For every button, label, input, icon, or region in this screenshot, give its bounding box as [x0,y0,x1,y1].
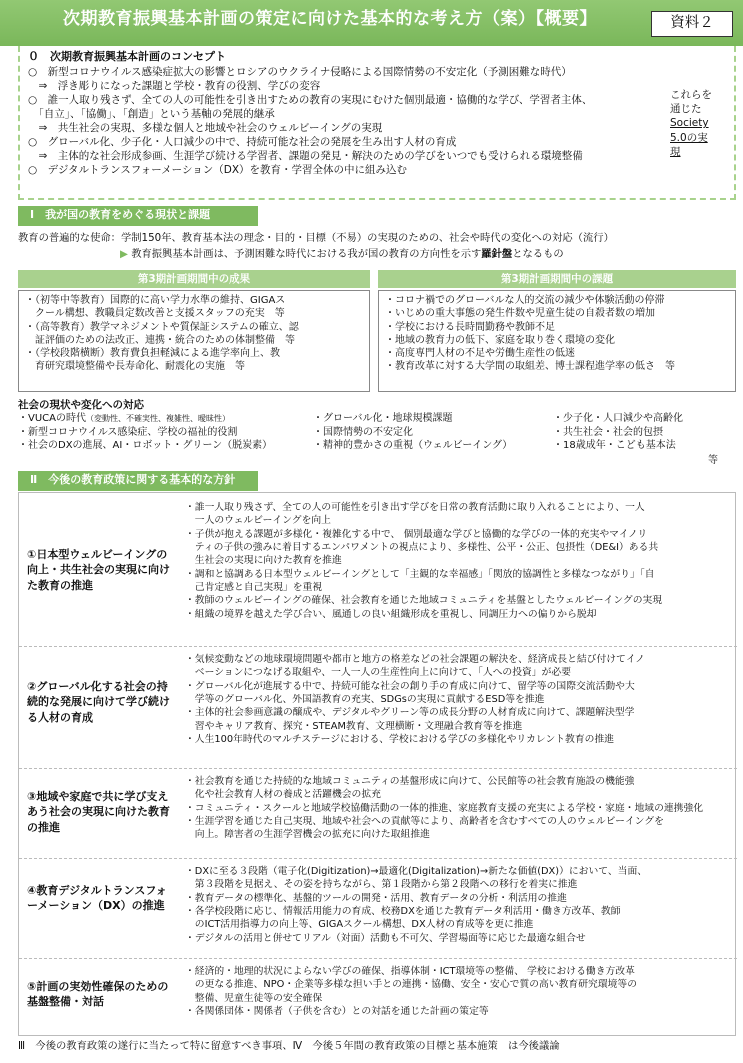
compass-prefix: 教育振興基本計画は、予測困難な時代における我が国の教育の方向性を示す [131,248,482,260]
policy-line: 一人のウェルビーイングを向上 [185,515,331,527]
policy-line: ティの子供の強みに着目するエンパワメントの視点により、多様性、公平・公正、包摂性（DE&I）ある共 [185,541,659,553]
concept-line: ○ グローバル化、少子化・人口減少の中で、持続可能な社会の発展を生み出す人材の育成 [28,136,457,149]
society-heading: 社会の現状や変化への対応 [18,399,144,411]
policy-line: 習やキャリア教育、探究・STEAM教育、文理横断・文理融合教育等を推進 [185,720,523,732]
policy-line: ・人生100年時代のマルチステージにおける、学校における学びの多様化やリカレント教育の推進 [185,733,615,745]
policy-line: ・生涯学習を通じた自己実現、地域や社会への貢献等により、高齢者を含むすべての人のウェルビーイングを [185,815,664,827]
policy-label: ①日本型ウェルビーイングの向上・共生社会の実現に向けた教育の推進 [27,548,170,592]
policy-line: 学等のグローバル化、外国語教育の充実、SDGsの実現に貢献するESD等を推進 [185,693,545,705]
policy-line: 生社会の実現に向けた教育を推進 [185,555,342,567]
policy-line: ・経済的・地理的状況によらない学びの確保、指導体制・ICT環境等の整備、 学校における働き方改革 [185,966,635,977]
page-title: 次期教育振興基本計画の策定に向けた基本的な考え方（案）【概要】 [63,9,597,29]
issue-item: ・いじめの重大事態の発生件数や児童生徒の自殺者数の増加 [385,308,655,320]
society-item: ・VUCAの時代（変動性、不確実性、複雑性、曖昧性） [18,413,230,425]
society-etc: 等 [708,455,718,467]
society-col-1 [18,412,308,453]
policy-row-5 [19,959,737,1037]
policy-line: ・デジタルの活用と併せてリアル（対面）活動も不可欠、学習場面等に応じた最適な組合せ [185,932,586,944]
policy-line: の更なる推進、NPO・企業等多様な担い手との連携・協働、安全・安心で質の高い教育研究環境等の [185,979,638,991]
policy-label: ④教育デジタルトランスフォーメーション（DX）の推進 [27,884,167,913]
policy-line: ・社会教育を通じた持続的な地域コミュニティの基盤形成に向けて、公民館等の社会教育施設の機能強 [185,776,635,787]
concept-line: ⇒ 浮き彫りになった課題と学校・教育の役割、学びの変容 [28,79,321,92]
side-note-line: Society [670,117,709,130]
policy-line: 化や社会教育人材の養成と活躍機会の拡充 [185,789,381,801]
society-block [18,398,736,468]
policy-body [185,653,731,746]
policy-line: ・DXに至る３段階（電子化(Digitization)→最適化(Digitalization)→新たな価値(DX)）において、当面、 [185,866,648,877]
policy-line: 向上。障害者の生涯学習機会の拡充に向けた取組推進 [185,829,430,841]
society-item: ・18歳成年・こども基本法 [553,440,676,452]
policy-row-1 [19,493,737,647]
result-item: クール構想、教職員定数改善と支援スタッフの充実 等 [25,308,285,320]
policy-body [185,865,731,945]
policy-line: ・コミュニティ・スクールと地域学校協働活動の一体的推進、家庭教育支援の充実による学校・家庭・地域の連携強化 [185,802,704,814]
policy-label: ③地域や家庭で共に学び支えあう社会の実現に向けた教育の推進 [27,790,170,834]
concept-box [18,46,736,200]
side-note-line: 現 [670,145,681,158]
policy-line: ・気候変動などの地球環境問題や都市と地方の格差などの社会課題の解決を、経済成長と結び付けてイノ [185,654,645,665]
section-1-tab: Ⅰ 我が国の教育をめぐる現状と課題 [18,206,258,226]
result-item: ・（学校段階横断）教育費負担軽減による進学率向上、教 [25,348,280,360]
side-note-line: 5.0の実 [670,131,708,144]
side-note-line: これらを [670,89,712,101]
society-col-2 [313,412,548,453]
policy-line: 第３段階を見据え、その姿を持ちながら、第１段階から第２段階への移行を着実に推進 [185,879,578,891]
issue-item: ・学校における長時間勤務や教師不足 [385,321,555,333]
society-item-note: （変動性、不確実性、複雑性、曖昧性） [85,414,230,424]
result-item: 証評価のための法改正、連携・統合のための体制整備 等 [25,334,295,346]
policy-label: ②グローバル化する社会の持続的な発展に向けて学び続ける人材の育成 [27,680,170,724]
mission-line: 教育の普遍的な使命：学制150年、教育基本法の理念・目的・目標（不易）の実現のための、社会や時代の変化への対応（流行） [18,232,614,244]
issues-heading: 第3期計画期間中の課題 [378,270,736,288]
concept-line: ○ 新型コロナウイルス感染症拡大の影響とロシアのウクライナ侵略による国際情勢の不安定化（予測困難な時代） [28,65,572,78]
policy-box [18,492,736,1036]
issue-item: ・教育改革に対する大学間の取組差、博士課程進学率の低さ 等 [385,361,675,373]
policy-body [185,501,731,621]
policy-row-2 [19,647,737,769]
results-heading: 第3期計画期間中の成果 [18,270,370,288]
issue-item: ・コロナ禍でのグローバルな人的交流の減少や体験活動の停滞 [385,295,665,306]
concept-line: ⇒ 主体的な社会形成参画、生涯学び続ける学習者、課題の発見・解決のための学びをいつでも受けられる環境整備 [28,150,583,163]
policy-line: のICT活用指導力の向上等、GIGAスクール構想、DX人材の育成等を更に推進 [185,919,534,931]
policy-line: ・子供が抱える課題が多様化・複雑化する中で、 個別最適な学びと協働的な学びの一体的充実やマイノリ [185,528,648,540]
policy-line: 整備、児童生徒等の安全確保 [185,992,323,1004]
concept-line: ○ 誰一人取り残さず、全ての人の可能性を引き出すための教育の実現にむけた個別最適・協働的な学び、学習者主体、 [28,93,593,106]
arrow-icon: ▶ [120,248,128,260]
policy-line: ベーションにつなげる取組や、一人一人の生産性向上に向けて、「人への投資」が必要 [185,667,571,679]
issue-item: ・地域の教育力の低下、家庭を取り巻く環境の変化 [385,334,615,346]
policy-row-4 [19,859,737,959]
compass-keyword: 羅針盤 [481,248,513,260]
concept-side-note [670,88,728,159]
policy-line: ・主体的社会参画意識の醸成や、デジタルやグリーン等の成長分野の人材育成に向けて、課題解決型学 [185,707,635,719]
policy-line: ・教師のウェルビーイングの確保、社会教育を通じた地域コミュニティを基盤としたウェルビーイングの実現 [185,595,663,607]
society-item: ・グローバル化・地球規模課題 [313,413,453,425]
policy-line: 己肯定感と自己実現」を重視 [185,581,323,593]
compass-suffix: となるもの [512,248,564,260]
section-2-tab: Ⅱ 今後の教育政策に関する基本的な方針 [18,471,258,491]
policy-row-3 [19,769,737,859]
compass-line [120,248,740,262]
concept-line: 「自立」、「協働」、「創造」という基軸の発展的継承 [28,107,275,120]
policy-line: ・教育データの標準化、基盤的ツールの開発・活用、教育データの分析・利活用の推進 [185,892,567,904]
concept-line: ○ デジタルトランスフォーメーション（DX）を教育・学習全体の中に組み込む [28,164,408,177]
society-col-3 [553,412,733,453]
policy-body [185,965,731,1018]
policy-line: ・組織の境界を越えた学び合い、風通しの良い組織形成を重視し、同調圧力への偏りから脱却 [185,608,597,620]
policy-line: ・グローバル化が進展する中で、持続可能な社会の創り手の育成に向けて、留学等の国際交流活動や大 [185,680,635,692]
results-box [18,290,370,392]
issues-box [378,290,736,392]
concept-heading: ０ 次期教育振興基本計画のコンセプト [28,50,226,63]
concept-line: ⇒ 共生社会の実現、多様な個人と地域や社会のウェルビーイングの実現 [28,121,383,134]
issue-item: ・高度専門人材の不足や労働生産性の低迷 [385,348,575,360]
society-item: ・共生社会・社会的包摂 [553,426,663,438]
footer-note: Ⅲ 今後の教育政策の遂行に当たって特に留意すべき事項、Ⅳ 今後５年間の教育政策の目標と基本施策 は今後議論 [18,1040,560,1052]
policy-label: ⑤計画の実効性確保のための基盤整備・対話 [27,980,169,1009]
side-note-line: 通じた [670,103,702,116]
policy-body [185,775,731,842]
policy-line: ・各学校段階に応じ、情報活用能力の育成、校務DXを通じた教育データ利活用・働き方改革、教師 [185,905,621,917]
document-label: 資料２ [651,11,733,37]
society-item: ・国際情勢の不安定化 [313,426,413,438]
policy-line: ・各関係団体・関係者（子供を含む）との対話を通じた計画の策定等 [185,1005,489,1017]
society-item: ・新型コロナウイルス感染症、学校の福祉的役割 [18,426,238,438]
policy-line: ・調和と協調ある日本型ウェルビーイングとして「主観的な幸福感」「関放的協調性と多様なつながり」「自 [185,568,655,580]
result-item: 育研究環境整備や長寿命化、耐震化の実施 等 [25,361,245,373]
result-item: ・（高等教育）教学マネジメントや質保証システムの確立、認 [25,321,299,333]
concept-lines [28,65,726,178]
policy-line: ・誰一人取り残さず、全ての人の可能性を引き出す学びを日常の教育活動に取り入れることにより、一人 [185,502,645,513]
result-item: ・（初等中等教育）国際的に高い学力水準の維持、GIGAス [25,295,286,306]
society-item: ・社会のDXの進展、AI・ロボット・グリーン（脱炭素） [18,440,273,452]
society-item: ・少子化・人口減少や高齢化 [553,413,683,425]
society-item: ・精神的豊かさの重視（ウェルビーイング） [313,440,513,452]
